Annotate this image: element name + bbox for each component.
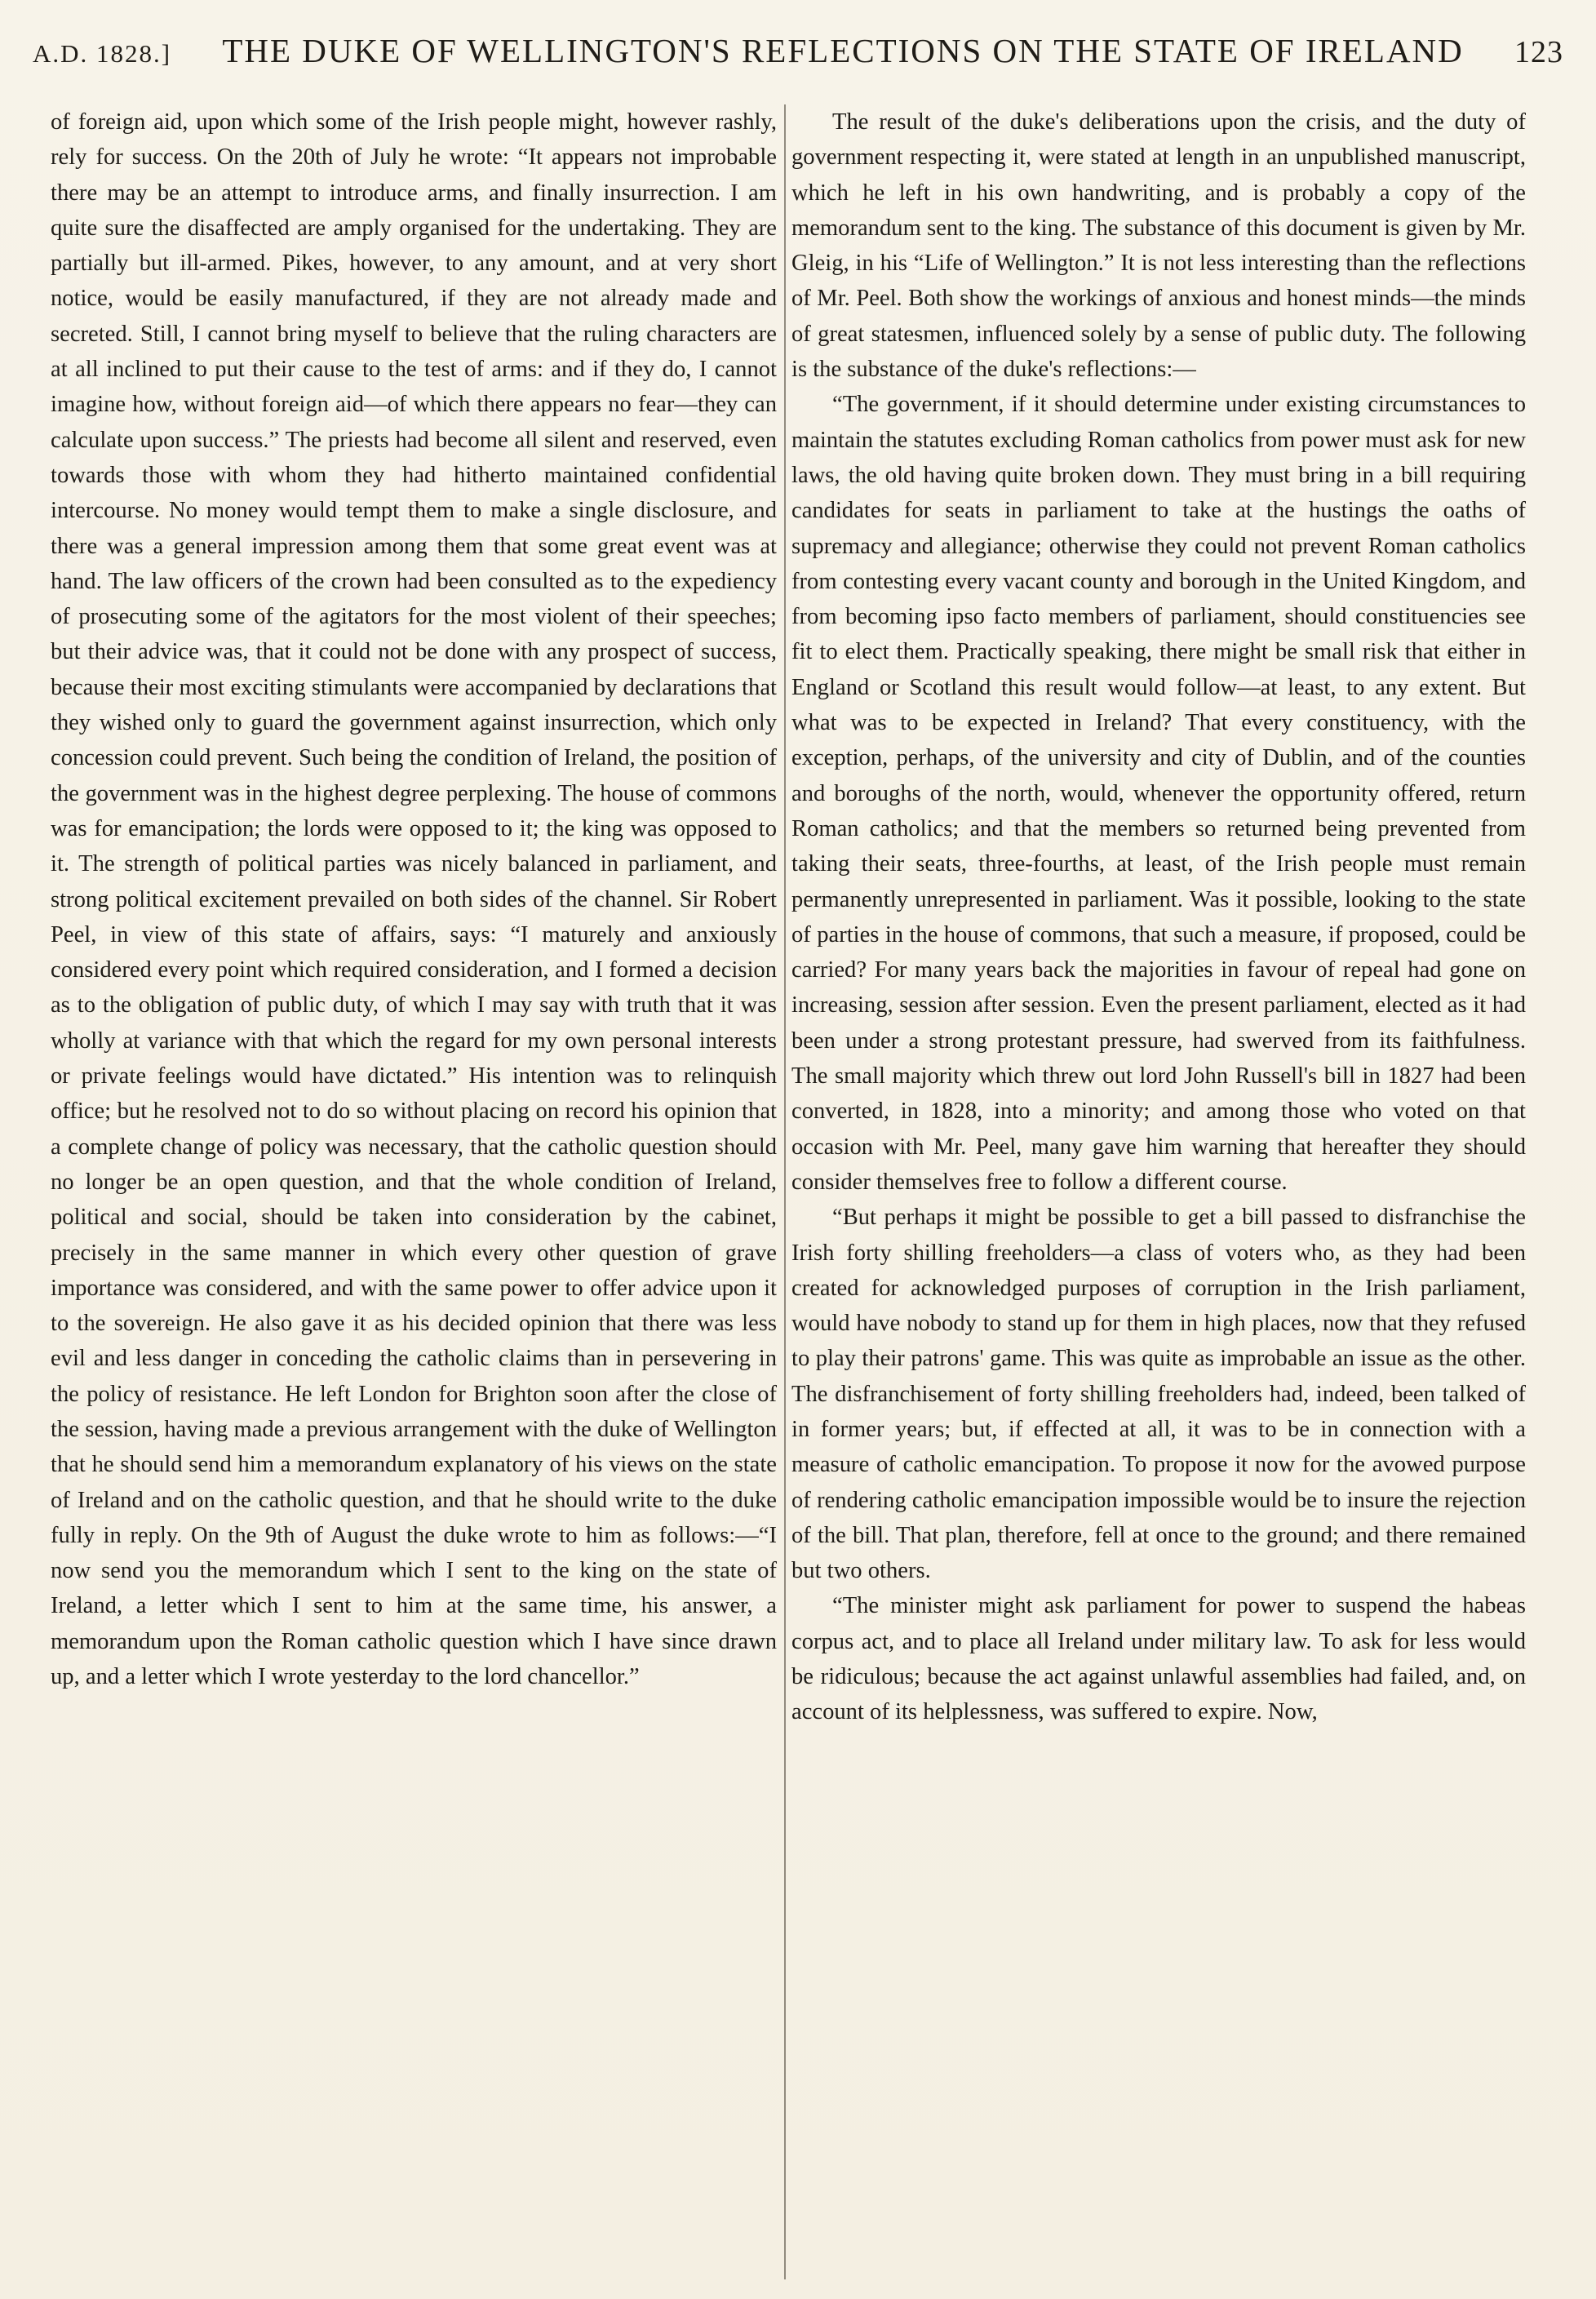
page-number: 123 — [1514, 35, 1563, 69]
header-title: THE DUKE OF WELLINGTON'S REFLECTIONS ON THE STATE OF IRELAND — [222, 32, 1464, 69]
right-paragraph-1: The result of the duke's deliberations upon the crisis, and the duty of government respecting it, were stated at length in an unpublished manuscript, which he left in his own handwriting, and is probably a copy of the memorandum sent to the king. The substance of this document is given by Mr. Gleig, in his “Life of Wellington.” It is not less interesting than the reflections of Mr. Peel. Both show the workings of anxious and honest minds—the minds of great statesmen, influenced solely by a sense of public duty. The following is the substance of the duke's reflections:— — [791, 109, 1526, 383]
header-date: A.D. 1828.] — [33, 39, 172, 68]
running-header — [33, 31, 1563, 88]
left-paragraph-1: of foreign aid, upon which some of the Irish people might, however rashly, rely for success. On the 20th of July he wrote: “It appears not improbable there may be an attempt to introduce arms, and finally insurrection. I am quite sure the disaffected are amply organised for the undertaking. They are partially but ill-armed. Pikes, however, to any amount, and at very short notice, would be easily manufactured, if they are not already made and secreted. Still, I cannot bring myself to believe that the ruling characters are at all inclined to put their cause to the test of arms: and if they do, I cannot imagine how, without foreign aid—of which there appears no fear—they can calculate upon success.” The priests had become all silent and reserved, even towards those with whom they had hitherto maintained confidential intercourse. No money would tempt them to make a single disclosure, and there was a general impression among them that some great event was at hand. The law officers of the crown had been consulted as to the expediency of prosecuting some of the agitators for the most violent of their speeches; but their advice was, that it could not be done with any prospect of success, because their most exciting stimulants were accompanied by declarations that they wished only to guard the government against insurrection, which only concession could prevent. Such being the condition of Ireland, the position of the government was in the highest degree perplexing. The house of commons was for emancipation; the lords were opposed to it; the king was opposed to it. The strength of political parties was nicely balanced in parliament, and strong political excitement prevailed on both sides of the channel. Sir Robert Peel, in view of this state of affairs, says: “I maturely and anxiously considered every point which required consideration, and I formed a decision as to the obligation of public duty, of which I may say with truth that it was wholly at variance with that which the regard for my own personal interests or private feelings would have dictated.” His intention was to relinquish office; but he resolved not to do so without placing on record his opinion that a complete change of policy was necessary, that the catholic question should no longer be an open question, and that the whole condition of Ireland, political and social, should be taken into consideration by the cabinet, precisely in the same manner in which every other question of grave importance was considered, and with the same power to offer advice upon it to the sovereign. He also gave it as his decided opinion that there was less evil and less danger in conceding the catholic claims than in persevering in the policy of resistance. He left London for Brighton soon after the close of the session, having made a previous arrangement with the duke of Wellington that he should send him a memorandum explanatory of his views on the state of Ireland and on the catholic question, and that he should write to the duke fully in reply. On the 9th of August the duke wrote to him as follows:—“I now send you the memorandum which I sent to the king on the state of Ireland, a letter which I sent to him at the same time, his answer, a memorandum upon the Roman catholic question which I have since drawn up, and a letter which I wrote yesterday to the lord chancellor.” — [51, 109, 777, 1690]
right-paragraph-4: “The minister might ask parliament for power to suspend the habeas corpus act, and to place all Ireland under military law. To ask for less would be ridiculous; because the act against unlawful assemblies had failed, and, on account of its helplessness, was suffered to expire. Now, — [791, 1593, 1526, 1725]
left-column — [51, 104, 777, 2275]
right-paragraph-2: “The government, if it should determine under existing circumstances to maintain the statutes excluding Roman catholics from power must ask for new laws, the old having quite broken down. They must bring in a bill requiring candidates for seats in parliament to take at the hustings the oaths of supremacy and allegiance; otherwise they could not prevent Roman catholics from contesting every vacant county and borough in the United Kingdom, and from becoming ipso facto members of parliament, should constituencies see fit to elect them. Practically speaking, there might be small risk that either in England or Scotland this result would follow—at least, to any extent. But what was to be expected in Ireland? That every constituency, with the exception, perhaps, of the university and city of Dublin, and of the counties and boroughs of the north, would, whenever the opportunity offered, return Roman catholics; and that the members so returned being prevented from taking their seats, three-fourths, at least, of the Irish people must remain permanently unrepresented in parliament. Was it possible, looking to the state of parties in the house of commons, that such a measure, if proposed, could be carried? For many years back the majorities in favour of repeal had gone on increasing, session after session. Even the present parliament, elected as it had been under a strong protestant pressure, had swerved from its faithfulness. The small majority which threw out lord John Russell's bill in 1827 had been converted, in 1828, into a minority; and among those who voted on that occasion with Mr. Peel, many gave him warning that hereafter they should consider themselves free to follow a different course. — [791, 392, 1526, 1195]
column-divider — [784, 104, 786, 2279]
right-column — [791, 104, 1526, 2275]
right-paragraph-3: “But perhaps it might be possible to get a bill passed to disfranchise the Irish forty shilling freeholders—a class of voters who, as they had been created for acknowledged purposes of corruption in the Irish parliament, would have nobody to stand up for them in high places, now that they refused to play their patrons' game. This was quite as improbable an issue as the other. The disfranchisement of forty shilling freeholders had, indeed, been talked of in former years; but, if effected at all, it was to be in connection with a measure of catholic emancipation. To propose it now for the avowed purpose of rendering catholic emancipation impossible would be to insure the rejection of the bill. That plan, therefore, fell at once to the ground; and there remained but two others. — [791, 1205, 1526, 1584]
